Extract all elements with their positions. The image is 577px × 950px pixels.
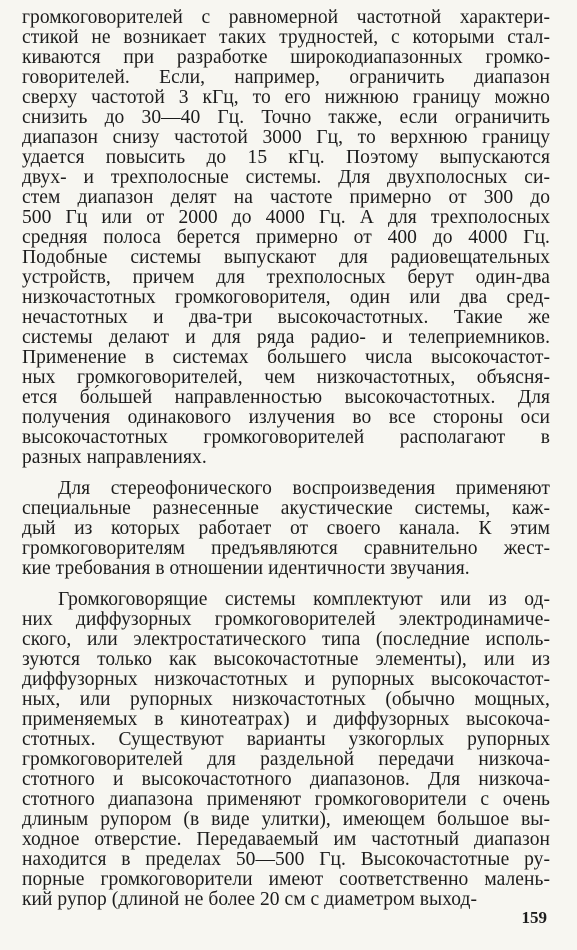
- text-line: средняя полоса берется примерно от 400 до 4000 Гц.: [22, 227, 550, 248]
- text-line: Подобные системы выпускают для радиовещательных: [22, 247, 550, 268]
- text-line: ходное отверстие. Передаваемый им частотный диапазон: [22, 829, 550, 850]
- text-line: диффузорных низкочастотных и рупорных высокочастот-: [22, 669, 550, 690]
- text-line: устройств, причем для трехполосных берут один-два: [22, 267, 550, 288]
- text-line: разных направлениях.: [22, 447, 207, 468]
- text-line: длиным рупором (в виде улитки), имеющем большое вы-: [22, 809, 550, 830]
- text-line: нечастотных и два-три высокочастотных. Такие же: [22, 307, 550, 328]
- text-line: киваются при разработке широкодиапазонных громко-: [22, 47, 550, 68]
- paragraph: [22, 590, 550, 910]
- text-line: находится в пределах 50—500 Гц. Высокочастотные ру-: [22, 849, 550, 870]
- page-text: [22, 8, 550, 910]
- text-line: ется бо́льшей направленностью высокочастотных. Для: [22, 387, 550, 408]
- text-line: них диффузорных громкоговорителей электродинамиче-: [22, 609, 550, 630]
- text-line: кие требования в отношении идентичности звучания.: [22, 558, 470, 579]
- text-line: диапазон снизу частотой 3000 Гц, то верхнюю границу: [22, 127, 550, 148]
- text-line: двух- и трехполосные системы. Для двухполосных си-: [22, 167, 550, 188]
- text-line: 500 Гц или от 2000 до 4000 Гц. А для трехполосных: [22, 207, 550, 228]
- text-line: Громкоговорящие системы комплектуют или из од-: [58, 589, 550, 610]
- text-line: дый из которых работает от своего канала. К этим: [22, 518, 550, 539]
- text-line: стикой не возникает таких трудностей, с которыми стал-: [22, 27, 550, 48]
- text-line: зуются только как высокочастотные элементы), или из: [22, 649, 550, 670]
- text-line: Для стереофонического воспроизведения применяют: [58, 478, 550, 499]
- text-line: снизить до 30—40 Гц. Точно также, если ограничить: [22, 107, 550, 128]
- text-line: стотного и высокочастотного диапазонов. Для низкоча-: [22, 769, 550, 790]
- text-line: применяемых в кинотеатрах) и диффузорных высокоча-: [22, 709, 550, 730]
- text-line: стем диапазон делят на частоте примерно от 300 до: [22, 187, 550, 208]
- text-line: громкоговорителей для раздельной передачи низкоча-: [22, 749, 550, 770]
- text-line: Применение в системах бо́льшего числа высокочастот-: [22, 347, 550, 368]
- text-line: удается повысить до 15 кГц. Поэтому выпускаются: [22, 147, 550, 168]
- text-line: стотных. Существуют варианты узкогорлых рупорных: [22, 729, 550, 750]
- text-line: кий рупор (длиной не более 20 см с диаметром выход-: [22, 889, 478, 910]
- text-line: специальные разнесенные акустические системы, каж-: [22, 498, 550, 519]
- text-line: ского, или электростатического типа (последние исполь-: [22, 629, 550, 650]
- text-line: низкочастотных громкоговорителя, один или два сред-: [22, 287, 550, 308]
- text-line: громкоговорителям предъявляются сравнительно жест-: [22, 538, 550, 559]
- text-line: порные громкоговорители имеют соответственно малень-: [22, 869, 550, 890]
- paragraph: [22, 8, 550, 468]
- text-line: высокочастотных громкоговорителей располагают в: [22, 427, 550, 448]
- page-number: 159: [521, 908, 547, 927]
- text-line: системы делают и для ряда радио- и телеприемников.: [22, 327, 550, 348]
- text-line: сверху частотой 3 кГц, то его нижнюю границу можно: [22, 87, 550, 108]
- text-line: ных громкоговорителей, чем низкочастотных, объясня-: [22, 367, 550, 388]
- text-line: стотного диапазона применяют громкоговорители с очень: [22, 789, 550, 810]
- text-line: ных, или рупорных низкочастотных (обычно мощных,: [22, 689, 550, 710]
- text-line: говорителей. Если, например, ограничить диапазон: [22, 67, 550, 88]
- text-line: получения одинакового излучения во все стороны оси: [22, 407, 550, 428]
- text-line: громкоговорителей с равномерной частотной характери-: [22, 7, 550, 28]
- paragraph: [22, 479, 550, 579]
